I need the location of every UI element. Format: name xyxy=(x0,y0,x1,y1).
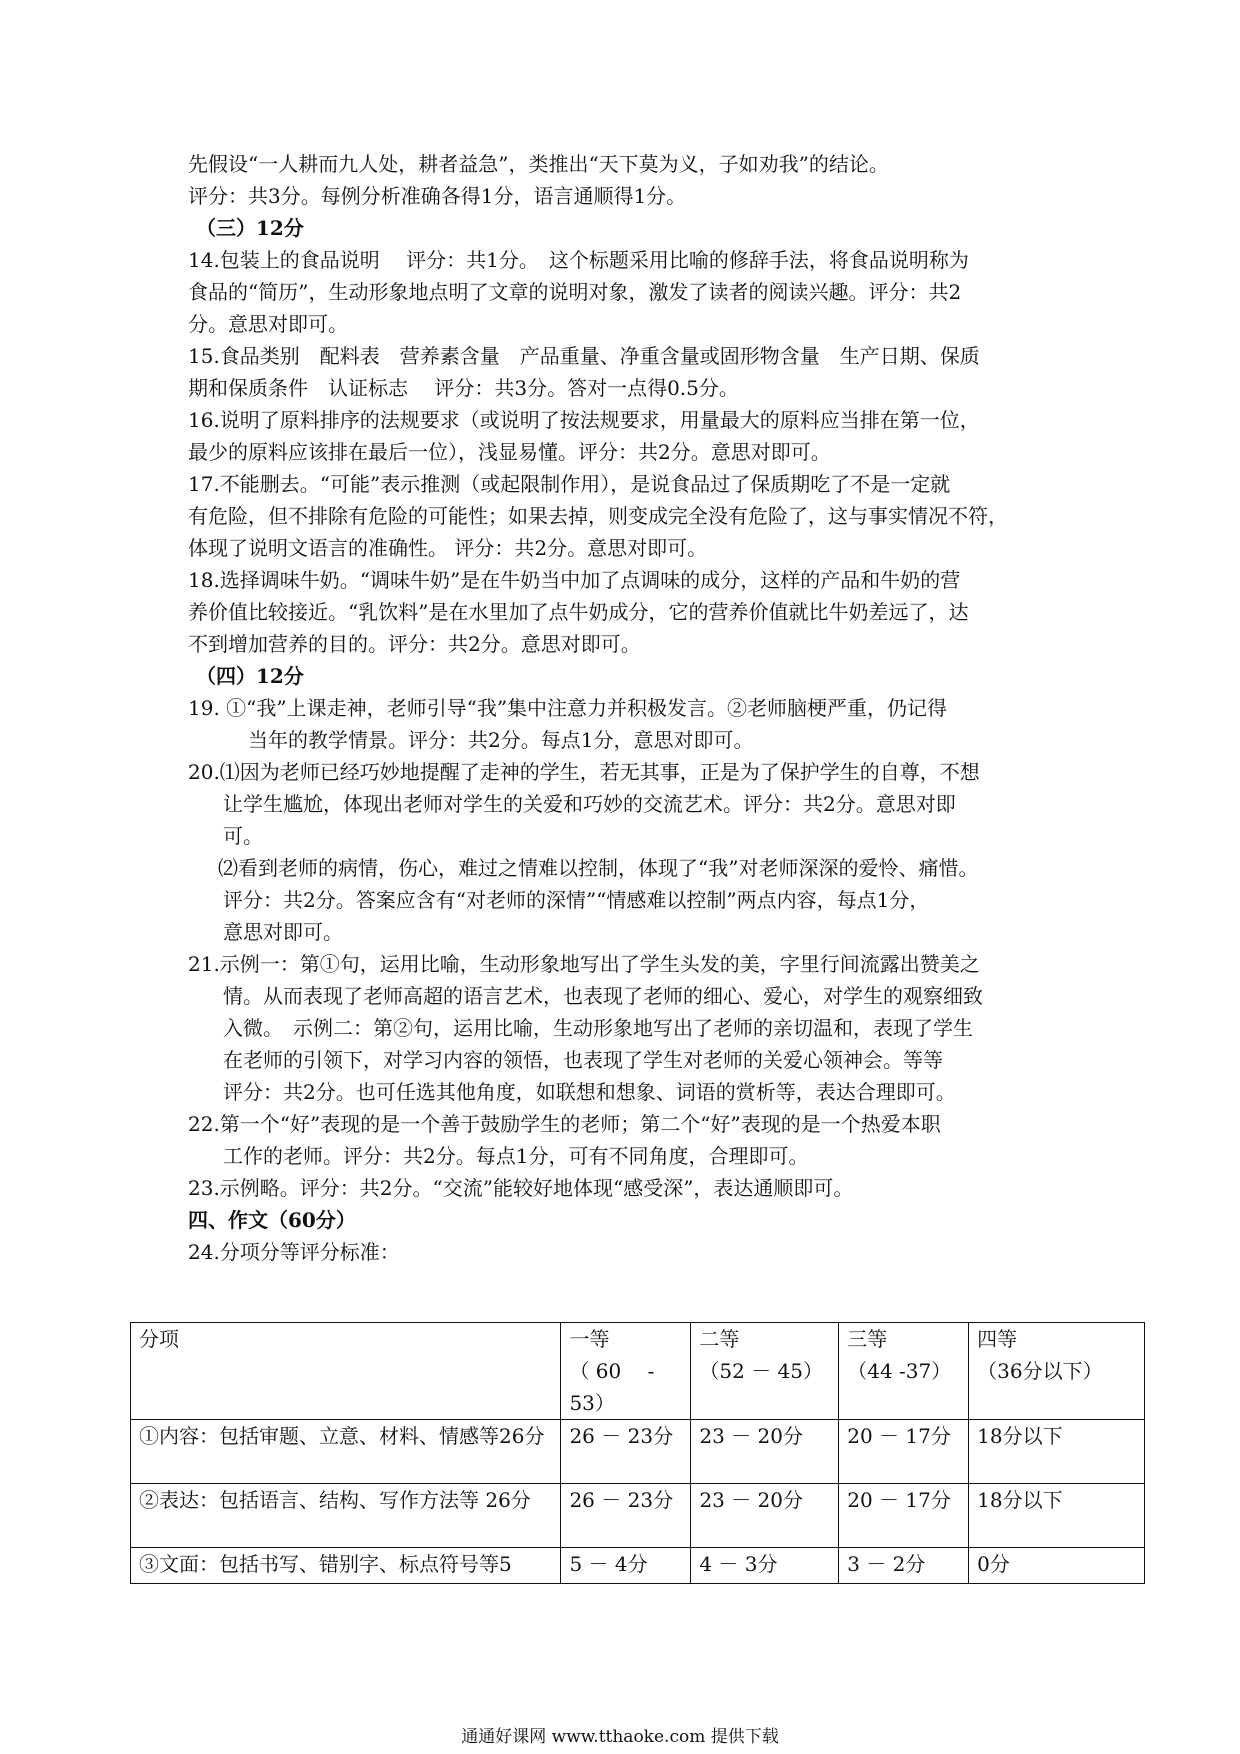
table-header-cell: 二等 （52 － 45） xyxy=(691,1323,839,1420)
q14-line: 分。意思对即可。 xyxy=(188,312,348,336)
q19-line: 当年的教学情景。评分：共2分。每点1分，意思对即可。 xyxy=(248,728,754,752)
scoring-table xyxy=(130,1322,1145,1584)
q17-line: 体现了说明文语言的准确性。 评分：共2分。意思对即可。 xyxy=(188,536,708,560)
q21-line: 21.示例一：第①句，运用比喻，生动形象地写出了学生头发的美，字里行间流露出赞美之 xyxy=(188,952,980,976)
table-cell: 23 － 20分 xyxy=(691,1420,839,1484)
q16-line: 最少的原料应该排在最后一位），浅显易懂。评分：共2分。意思对即可。 xyxy=(188,440,831,464)
q23-line: 23.示例略。评分：共2分。“交流”能较好地体现“感受深”，表达通顺即可。 xyxy=(188,1176,854,1200)
q20a-line: 让学生尴尬，体现出老师对学生的关爱和巧妙的交流艺术。评分：共2分。意思对即 xyxy=(223,792,956,816)
section-heading-3: （三）12分 xyxy=(196,216,304,240)
text-line: 先假设“一人耕而九人处，耕者益急”，类推出“天下莫为义，子如劝我”的结论。 xyxy=(188,152,889,176)
table-row xyxy=(131,1484,1145,1548)
q14-line: 食品的“简历”，生动形象地点明了文章的说明对象，激发了读者的阅读兴趣。评分：共2 xyxy=(188,280,962,304)
table-cell: 5 － 4分 xyxy=(561,1548,691,1584)
q16-line: 16.说明了原料排序的法规要求（或说明了按法规要求，用量最大的原料应当排在第一位， xyxy=(188,408,980,432)
q22-line: 工作的老师。评分：共2分。每点1分，可有不同角度，合理即可。 xyxy=(223,1144,809,1168)
q15-line: 15.食品类别 配料表 营养素含量 产品重量、净重含量或固形物含量 生产日期、保质 xyxy=(188,344,980,368)
q20b-line: 意思对即可。 xyxy=(223,920,343,944)
table-cell: 20 － 17分 xyxy=(839,1420,969,1484)
table-cell: 26 － 23分 xyxy=(561,1484,691,1548)
text-line: 评分：共3分。每例分析准确各得1分，语言通顺得1分。 xyxy=(188,184,687,208)
q21-line: 在老师的引领下，对学习内容的领悟，也表现了学生对老师的关爱心领神会。等等 xyxy=(223,1048,943,1072)
table-header-cell: 三等 （44 -37） xyxy=(839,1323,969,1420)
table-header-cell: 一等 （ 60 - 53） xyxy=(561,1323,691,1420)
table-cell: ③文面：包括书写、错别字、标点符号等5 xyxy=(131,1548,561,1584)
q18-line: 不到增加营养的目的。评分：共2分。意思对即可。 xyxy=(188,632,641,656)
table-row xyxy=(131,1420,1145,1484)
q20a-line: 20.⑴因为老师已经巧妙地提醒了走神的学生，若无其事，正是为了保护学生的自尊，不想 xyxy=(188,760,980,784)
table-header-cell: 四等 （36分以下） xyxy=(969,1323,1145,1420)
q14-line: 14.包装上的食品说明 评分：共1分。 这个标题采用比喻的修辞手法，将食品说明称为 xyxy=(188,248,969,272)
table-cell: ①内容：包括审题、立意、材料、情感等26分 xyxy=(131,1420,561,1484)
q18-line: 18.选择调味牛奶。“调味牛奶”是在牛奶当中加了点调味的成分，这样的产品和牛奶的营 xyxy=(188,568,961,592)
table-cell: 26 － 23分 xyxy=(561,1420,691,1484)
table-row xyxy=(131,1548,1145,1584)
q18-line: 养价值比较接近。“乳饮料”是在水里加了点牛奶成分，它的营养价值就比牛奶差远了，达 xyxy=(188,600,969,624)
q20b-line: ⑵看到老师的病情，伤心，难过之情难以控制，体现了“我”对老师深深的爱怜、痛惜。 xyxy=(218,856,979,880)
table-cell: ②表达：包括语言、结构、写作方法等 26分 xyxy=(131,1484,561,1548)
table-cell: 18分以下 xyxy=(969,1484,1145,1548)
q20b-line: 评分：共2分。答案应含有“对老师的深情”“情感难以控制”两点内容，每点1分， xyxy=(223,888,930,912)
table-cell: 20 － 17分 xyxy=(839,1484,969,1548)
page-footer: 通通好课网 www.tthaoke.com 提供下载 xyxy=(461,1727,779,1747)
section-heading-4: （四）12分 xyxy=(196,664,304,688)
q15-line: 期和保质条件 认证标志 评分：共3分。答对一点得0.5分。 xyxy=(188,376,739,400)
q17-line: 有危险，但不排除有危险的可能性；如果去掉，则变成完全没有危险了，这与事实情况不符， xyxy=(188,504,1008,528)
table-cell: 3 － 2分 xyxy=(839,1548,969,1584)
table-header-cell: 分项 xyxy=(131,1323,561,1420)
q19-line: 19. ①“我”上课走神，老师引导“我”集中注意力并积极发言。②老师脑梗严重，仍记得 xyxy=(188,696,948,720)
table-cell: 0分 xyxy=(969,1548,1145,1584)
q20a-line: 可。 xyxy=(223,824,263,848)
q21-line: 情。从而表现了老师高超的语言艺术，也表现了老师的细心、爱心，对学生的观察细致 xyxy=(223,984,983,1008)
q21-line: 入微。 示例二：第②句，运用比喻，生动形象地写出了老师的亲切温和，表现了学生 xyxy=(223,1016,973,1040)
table-header-row xyxy=(131,1323,1145,1420)
q21-line: 评分：共2分。也可任选其他角度，如联想和想象、词语的赏析等，表达合理即可。 xyxy=(223,1080,956,1104)
q24-line: 24.分项分等评分标准： xyxy=(188,1240,400,1264)
part4-heading: 四、作文（60分） xyxy=(188,1208,356,1232)
q17-line: 17.不能删去。“可能”表示推测（或起限制作用），是说食品过了保质期吃了不是一定就 xyxy=(188,472,951,496)
table-cell: 4 － 3分 xyxy=(691,1548,839,1584)
table-cell: 23 － 20分 xyxy=(691,1484,839,1548)
table-cell: 18分以下 xyxy=(969,1420,1145,1484)
answer-key-body xyxy=(188,148,1068,1268)
q22-line: 22.第一个“好”表现的是一个善于鼓励学生的老师；第二个“好”表现的是一个热爱本职 xyxy=(188,1112,941,1136)
